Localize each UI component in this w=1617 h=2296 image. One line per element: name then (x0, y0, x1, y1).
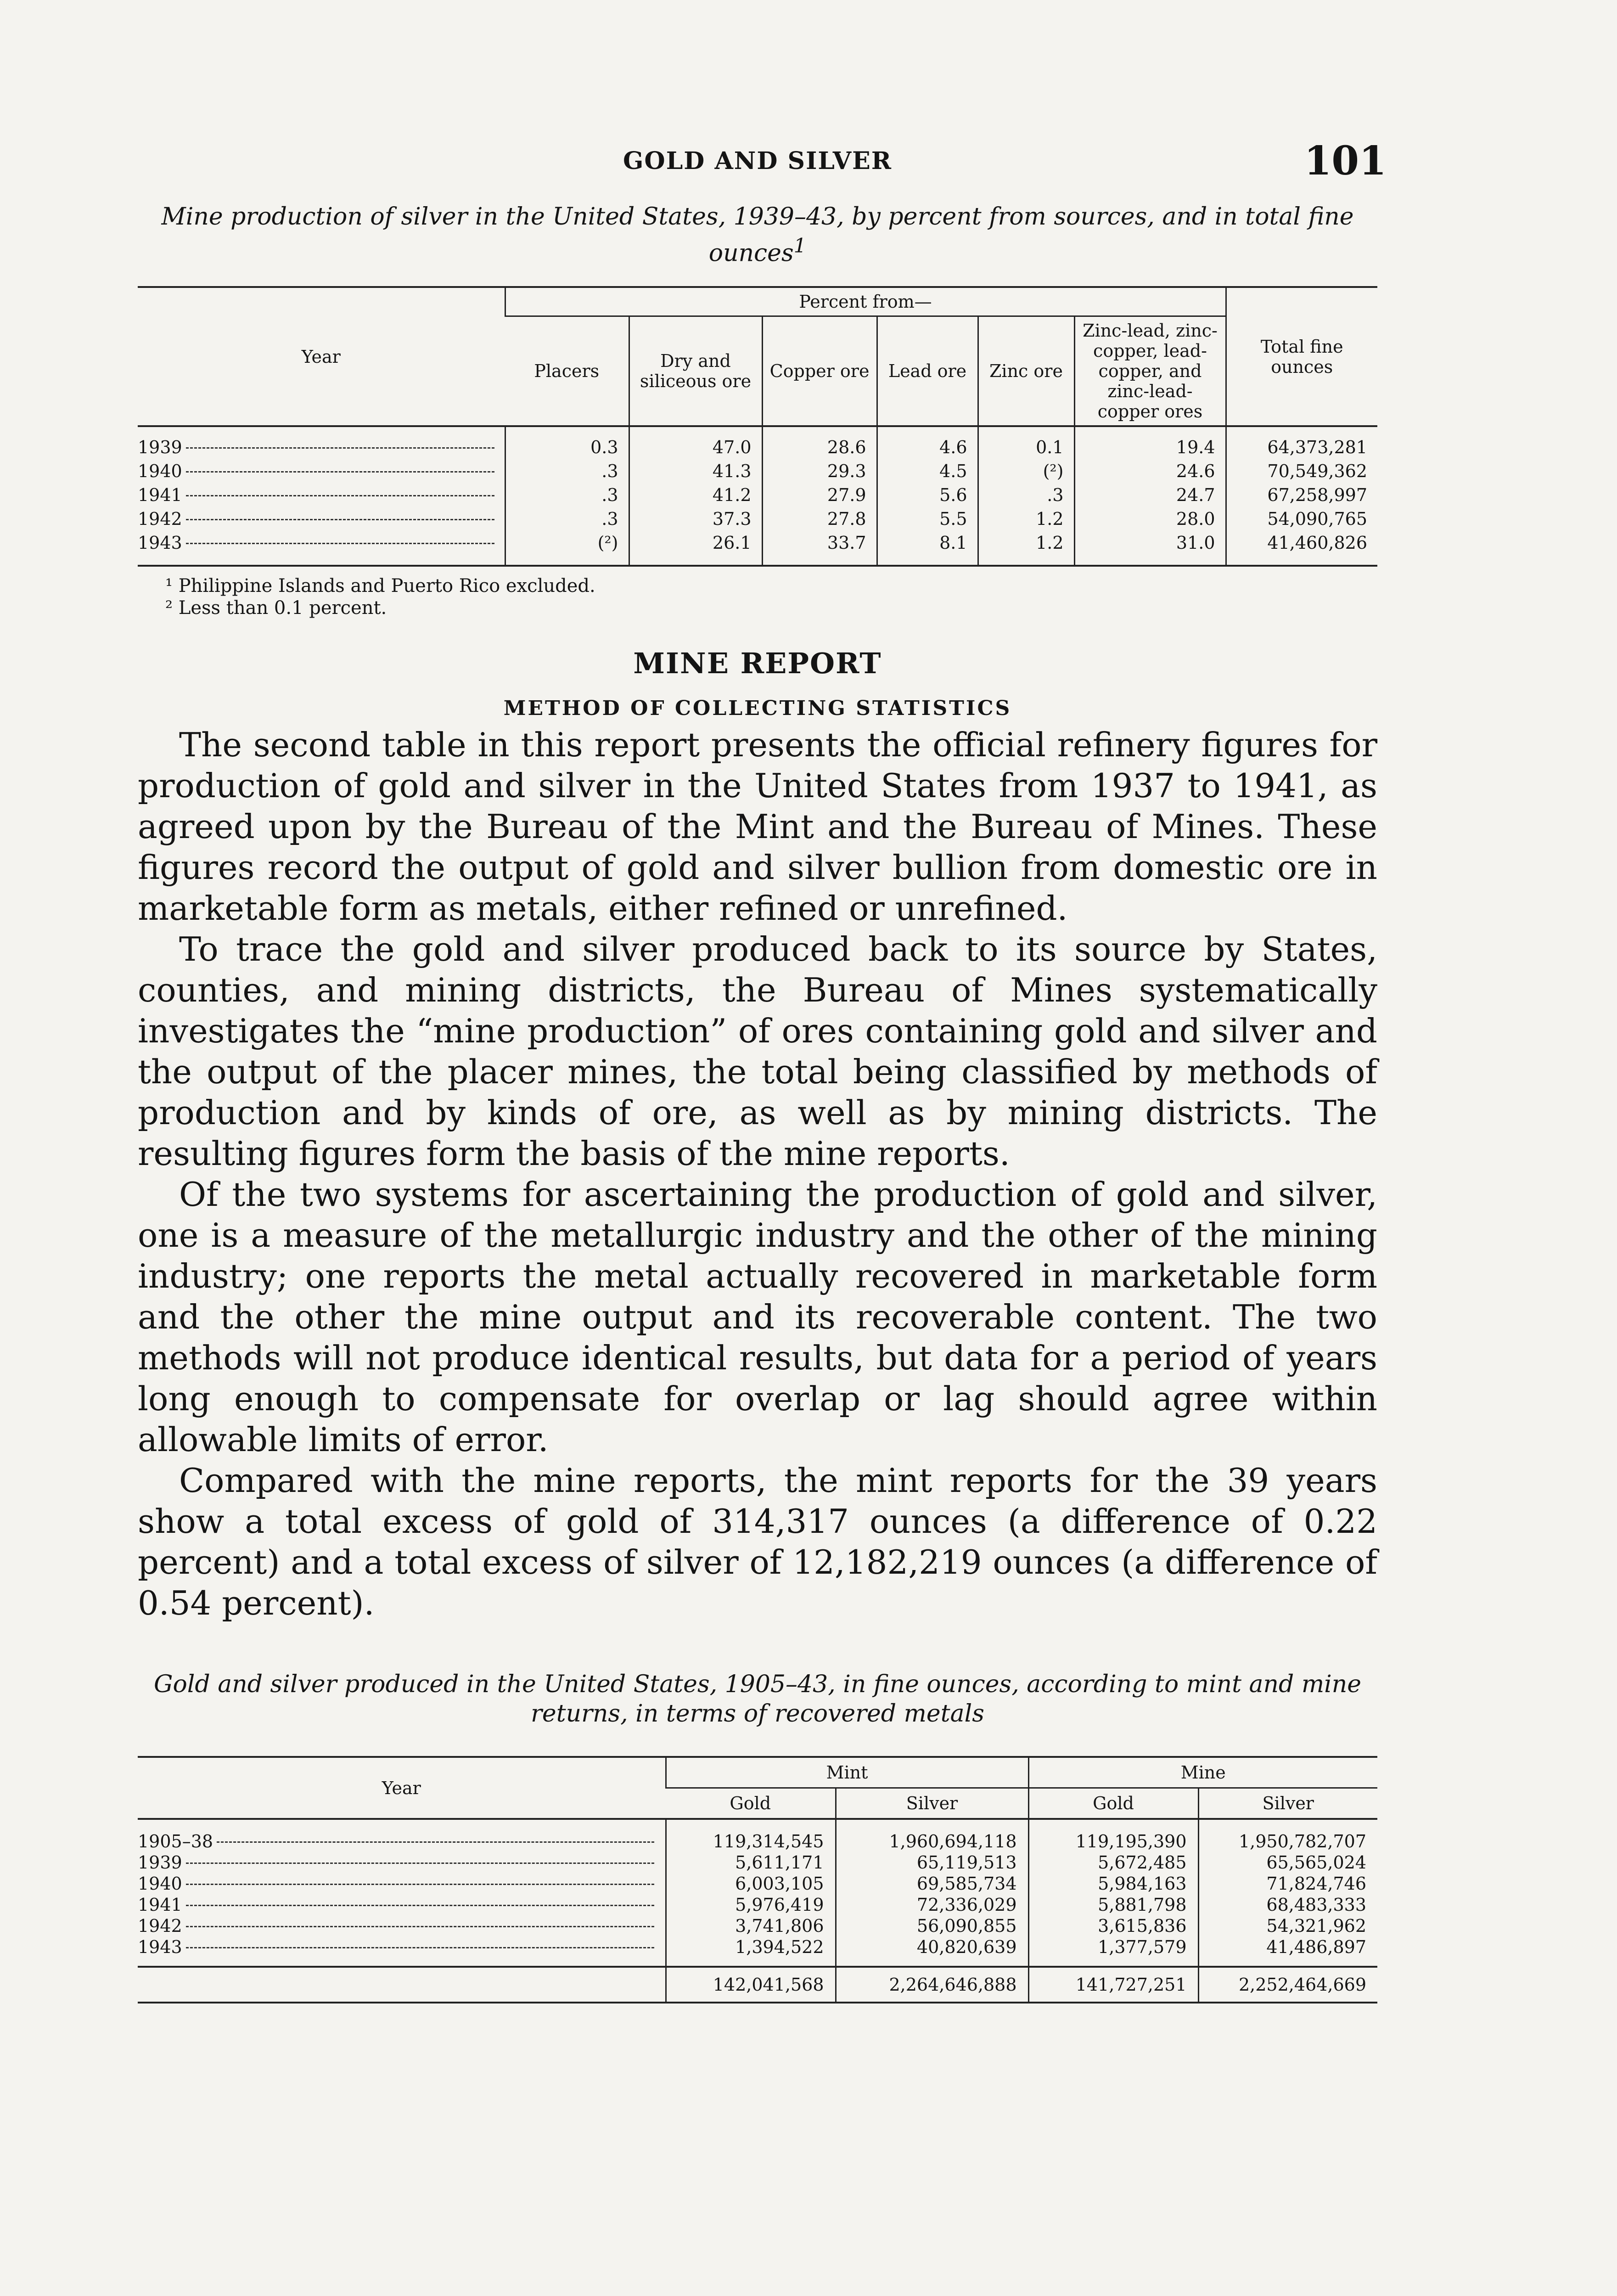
running-header (138, 138, 1387, 188)
cell-lead: 4.6 (877, 426, 978, 459)
cell-mint-gold: 3,741,806 (666, 1915, 836, 1936)
t2-header-mine: Mine (1028, 1757, 1377, 1788)
cell-mine-silver: 68,483,333 (1198, 1894, 1377, 1915)
cell-total: 64,373,281 (1226, 426, 1377, 459)
row-year: 1942 (138, 1916, 182, 1936)
cell-mint-silver: 56,090,855 (836, 1915, 1028, 1936)
cell-lead: 4.5 (877, 459, 978, 483)
totals-row (138, 1967, 1377, 2003)
cell-copper: 29.3 (762, 459, 877, 483)
cell-copper: 33.7 (762, 531, 877, 566)
running-title: GOLD AND SILVER (623, 147, 892, 175)
t1-header-dry: Dry and siliceous ore (629, 316, 762, 427)
cell-dry: 37.3 (629, 507, 762, 531)
row-year: 1905–38 (138, 1831, 213, 1852)
cell-mint-silver: 65,119,513 (836, 1852, 1028, 1873)
cell-mint-gold: 119,314,545 (666, 1819, 836, 1852)
table1-caption (138, 202, 1377, 268)
cell-placers: .3 (505, 507, 629, 531)
cell-mint-silver: 1,960,694,118 (836, 1819, 1028, 1852)
cell-mine-silver: 54,321,962 (1198, 1915, 1377, 1936)
cell-dry: 26.1 (629, 531, 762, 566)
cell-total: 41,460,826 (1226, 531, 1377, 566)
t1-header-lead: Lead ore (877, 316, 978, 427)
cell-zinc: 1.2 (978, 531, 1074, 566)
footnote: ¹ Philippine Islands and Puerto Rico excluded. (165, 575, 595, 597)
cell-mixed: 28.0 (1074, 507, 1226, 531)
cell-dry: 47.0 (629, 426, 762, 459)
cell-total: 54,090,765 (1226, 507, 1377, 531)
row-year: 1939 (138, 1852, 182, 1873)
table-row (138, 483, 1377, 507)
row-year: 1941 (138, 485, 182, 506)
cell-mixed: 31.0 (1074, 531, 1226, 566)
cell-mixed: 24.7 (1074, 483, 1226, 507)
table-row (138, 1915, 1377, 1936)
cell-zinc: .3 (978, 483, 1074, 507)
cell-mint-gold: 5,611,171 (666, 1852, 836, 1873)
t1-header-total: Total fine ounces (1226, 287, 1377, 426)
row-year: 1942 (138, 509, 182, 529)
row-year: 1940 (138, 461, 182, 482)
cell-mint-silver: 40,820,639 (836, 1936, 1028, 1967)
table-row (138, 459, 1377, 483)
table-row (138, 507, 1377, 531)
table-row (138, 1873, 1377, 1894)
t1-header-mixed: Zinc-lead, zinc-copper, lead-copper, and zinc-lead-copper ores (1074, 316, 1226, 427)
silver-sources-table (138, 286, 1377, 567)
cell-mint-gold: 6,003,105 (666, 1873, 836, 1894)
cell-mint-gold: 1,394,522 (666, 1936, 836, 1967)
t2-header-mine-silver: Silver (1198, 1788, 1377, 1819)
cell-mine-gold: 5,881,798 (1028, 1894, 1198, 1915)
cell-dry: 41.2 (629, 483, 762, 507)
cell-mine-gold: 5,984,163 (1028, 1873, 1198, 1894)
section-title: MINE REPORT (633, 647, 882, 681)
cell-lead: 5.5 (877, 507, 978, 531)
table-row (138, 1852, 1377, 1873)
total-mine-gold: 141,727,251 (1028, 1967, 1198, 2003)
t2-header-mine-gold: Gold (1028, 1788, 1198, 1819)
row-year: 1940 (138, 1874, 182, 1894)
document-page (138, 138, 1387, 2003)
table-row (138, 426, 1377, 459)
paragraph: The second table in this report presents the official refinery figures for production of gold and silver in the United States from 1937 to 1941, as agreed upon by the Bureau of the Mint and the Bureau of Mines. These figures record the output of gold and silver bullion from domestic ore in marketable form as metals, either refined or unrefined. (138, 726, 1377, 928)
cell-mine-silver: 41,486,897 (1198, 1936, 1377, 1967)
row-year: 1941 (138, 1895, 182, 1915)
cell-zinc: (²) (978, 459, 1074, 483)
table-row (138, 531, 1377, 566)
t1-header-year: Year (301, 346, 341, 367)
section-subtitle: METHOD OF COLLECTING STATISTICS (503, 697, 1012, 720)
t2-header-mint: Mint (666, 1757, 1028, 1788)
table2-caption: Gold and silver produced in the United States, 1905–43, in fine ounces, according to mint and mine returns, in terms of recovered metals (153, 1671, 1362, 1728)
total-mint-silver: 2,264,646,888 (836, 1967, 1028, 2003)
page-number: 101 (1304, 138, 1387, 184)
cell-copper: 27.8 (762, 507, 877, 531)
paragraph: Compared with the mine reports, the mint reports for the 39 years show a total excess of gold of 314,317 ounces (a difference of 0.22 percent) and a total excess of silver of 12,182,219 ounces (a difference of 0.54 percent). (138, 1461, 1377, 1623)
cell-mixed: 19.4 (1074, 426, 1226, 459)
cell-total: 67,258,997 (1226, 483, 1377, 507)
row-year: 1943 (138, 533, 182, 553)
cell-mint-gold: 5,976,419 (666, 1894, 836, 1915)
cell-placers: 0.3 (505, 426, 629, 459)
total-mine-silver: 2,252,464,669 (1198, 1967, 1377, 2003)
row-year: 1939 (138, 437, 182, 458)
t2-header-mint-gold: Gold (666, 1788, 836, 1819)
cell-lead: 5.6 (877, 483, 978, 507)
paragraph: Of the two systems for ascertaining the production of gold and silver, one is a measure of the metallurgic industry and the other of the mining industry; one reports the metal actually recovered in marketable form and the other the mine output and its recoverable content. The two methods will not produce identical results, but data for a period of years long enough to compensate for overlap or lag should agree within allowable limits of error. (138, 1175, 1377, 1459)
mint-mine-table (138, 1756, 1377, 2003)
cell-mine-gold: 1,377,579 (1028, 1936, 1198, 1967)
t2-header-year: Year (382, 1778, 421, 1798)
cell-zinc: 0.1 (978, 426, 1074, 459)
cell-dry: 41.3 (629, 459, 762, 483)
row-year: 1943 (138, 1937, 182, 1958)
paragraph: To trace the gold and silver produced back to its source by States, counties, and mining districts, the Bureau of Mines systematically investigates the “mine production” of ores containing gold and silver and the output of the placer mines, the total being classified by methods of production and by kinds of ore, as well as by mining districts. The resulting figures form the basis of the mine reports. (138, 930, 1377, 1173)
t1-header-percent-from: Percent from— (505, 287, 1226, 316)
t1-header-zinc: Zinc ore (978, 316, 1074, 427)
body-text (138, 725, 1377, 1624)
table-row (138, 1819, 1377, 1852)
table-row (138, 1936, 1377, 1967)
cell-placers: .3 (505, 483, 629, 507)
cell-mine-gold: 5,672,485 (1028, 1852, 1198, 1873)
cell-placers: (²) (505, 531, 629, 566)
cell-copper: 27.9 (762, 483, 877, 507)
table-row (138, 1894, 1377, 1915)
cell-mixed: 24.6 (1074, 459, 1226, 483)
cell-placers: .3 (505, 459, 629, 483)
cell-zinc: 1.2 (978, 507, 1074, 531)
cell-mine-gold: 119,195,390 (1028, 1819, 1198, 1852)
cell-mint-silver: 72,336,029 (836, 1894, 1028, 1915)
footnote: ² Less than 0.1 percent. (165, 597, 387, 619)
t1-header-copper: Copper ore (762, 316, 877, 427)
cell-mine-gold: 3,615,836 (1028, 1915, 1198, 1936)
total-mint-gold: 142,041,568 (666, 1967, 836, 2003)
table1-caption-note: 1 (793, 235, 807, 258)
cell-mint-silver: 69,585,734 (836, 1873, 1028, 1894)
cell-lead: 8.1 (877, 531, 978, 566)
cell-total: 70,549,362 (1226, 459, 1377, 483)
table1-footnotes (138, 575, 1377, 619)
t1-header-placers: Placers (505, 316, 629, 427)
cell-mine-silver: 1,950,782,707 (1198, 1819, 1377, 1852)
cell-copper: 28.6 (762, 426, 877, 459)
cell-mine-silver: 71,824,746 (1198, 1873, 1377, 1894)
cell-mine-silver: 65,565,024 (1198, 1852, 1377, 1873)
t2-header-mint-silver: Silver (836, 1788, 1028, 1819)
table1-caption-text: Mine production of silver in the United States, 1939–43, by percent from sources, and in total fine ounces (161, 203, 1354, 267)
